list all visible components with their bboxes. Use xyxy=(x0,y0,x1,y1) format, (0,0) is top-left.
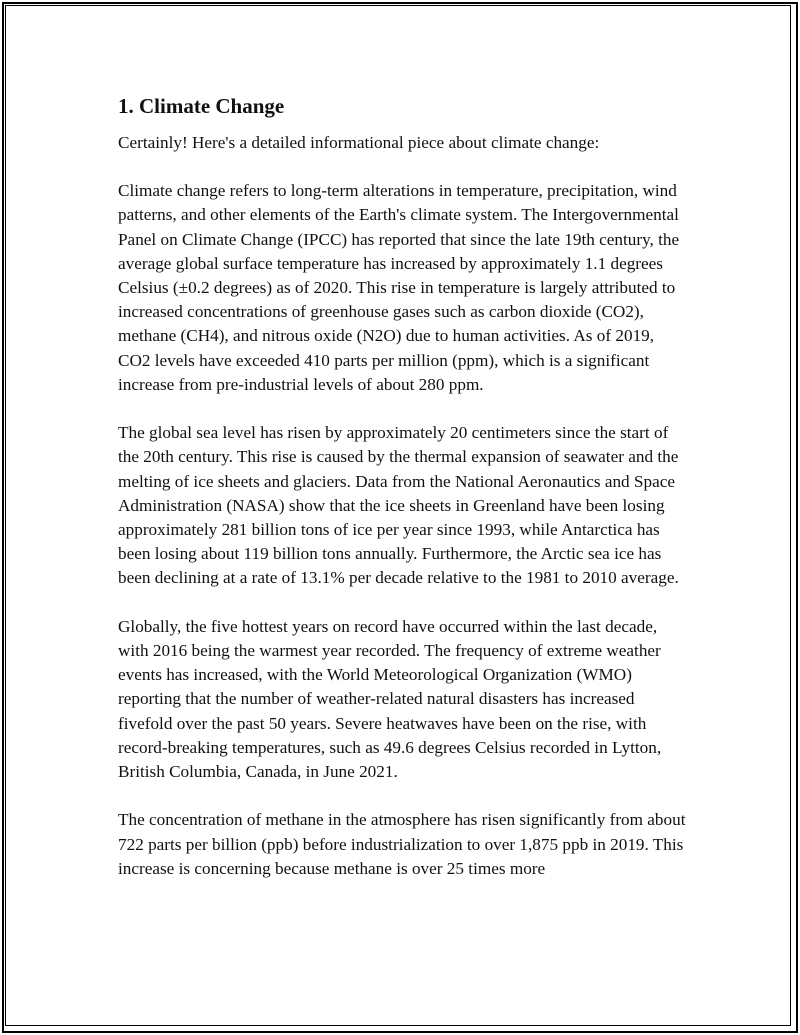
paragraph-methane: The concentration of methane in the atmosphere has risen significantly from about 722 parts per billion (ppb) before industrialization to over 1,875 ppb in 2019. This increase is concerning because methane is over 25 times more xyxy=(118,810,686,878)
paragraph-climate-definition: Climate change refers to long-term alterations in temperature, precipitation, wind patterns, and other elements of the Earth's climate system. The Intergovernmental Panel on Climate Change (IPCC) has reported that since the late 19th century, the average global surface temperature has increased by approximately 1.1 degrees Celsius (±0.2 degrees) as of 2020. This rise in temperature is largely attributed to increased concentrations of greenhouse gases such as carbon dioxide (CO2), methane (CH4), and nitrous oxide (N2O) due to human activities. As of 2019, CO2 levels have exceeded 410 parts per million (ppm), which is a significant increase from pre-industrial levels of about 280 ppm. xyxy=(118,181,680,394)
section-heading: 1. Climate Change xyxy=(118,94,285,118)
paragraph-hottest-years: Globally, the five hottest years on record have occurred within the last decade, with 2016 being the warmest year recorded. The frequency of extreme weather events has increased, with the World Meteorological Organization (WMO) reporting that the number of weather-related natural disasters has increased fivefold over the past 50 years. Severe heatwaves have been on the rise, with record-breaking temperatures, such as 49.6 degrees Celsius recorded in Lytton, British Columbia, Canada, in June 2021. xyxy=(118,616,662,782)
paragraph-sea-level: The global sea level has risen by approximately 20 centimeters since the start of the 20th century. This rise is caused by the thermal expansion of seawater and the melting of ice sheets and glaciers. Data from the National Aeronautics and Space Administration (NASA) show that the ice sheets in Greenland have been losing approximately 281 billion tons of ice per year since 1993, while Antarctica has been losing about 119 billion tons annually. Furthermore, the Arctic sea ice has been declining at a rate of 13.1% per decade relative to the 1981 to 2010 average. xyxy=(118,423,679,588)
document-body xyxy=(118,92,690,905)
intro-paragraph: Certainly! Here's a detailed informational piece about climate change: xyxy=(118,133,600,152)
